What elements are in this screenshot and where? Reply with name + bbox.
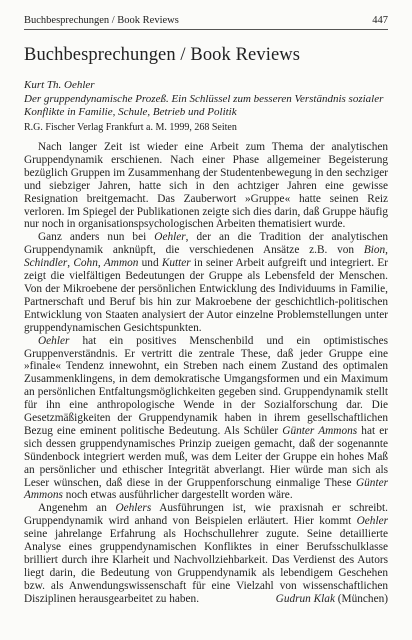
- name-oehler: Oehler: [356, 515, 388, 528]
- name-oehlers: Oehlers: [115, 502, 152, 515]
- name-cohn: Cohn: [73, 257, 98, 270]
- reviewer-name: Gudrun Klak: [275, 592, 335, 605]
- bibliographic-entry: [24, 79, 388, 134]
- text-run: hat ein positives Menschenbild und ein optimistisches Gruppenverständnis. Er vertritt die zentrale These, daß jeder Gruppe eine »finale« Tendenz innewohnt, ein Streben nach einem Zustand des optimalen Zusammenklingens, in dem demokratische Umgangsformen und ein Maximum an persönlichen Entfaltungsmöglichkeiten gegeben sind. Gruppendynamik stellt für ihn eine anthropologische Wende in der Sozialforschung dar. Die Gesetzmäßigkeiten der Gruppendynamik haben in ihrem gesellschaftlichen Bezug eine eminent politische Bedeutung. Als Schüler: [24, 334, 388, 437]
- text-run: Ganz anders nun bei: [38, 231, 155, 244]
- review-paragraph-4: [24, 502, 388, 605]
- name-bion: Bion: [363, 244, 386, 257]
- reviewer-place: (München): [337, 592, 388, 605]
- text-run: und: [138, 257, 162, 270]
- text-run: seine jahrelange Erfahrung als Hochschullehrer zugute. Seine detaillierte Analyse eines gruppendynamischen Konfliktes in einer Berufsschulklasse brilliert durch ihre Klarheit und Nachvollziehbarkeit. Das Verdienst des Autors liegt darin, die Bedeutung von Gruppendynamik als lebendigem Geschehen bzw. als Anwendungswissenschaft für eine Vielzahl von wissenschaftlichen Disziplinen herausgearbeitet zu haben.: [24, 528, 388, 605]
- text-run: hat er sich dessen gruppendynamisches Prinzip zueigen gemacht, daß der sogenannte Sündenbock integriert werden muß, was dem Leiter der Gruppe ein hohes Maß an persönlicher und ethischer Integrität abverlangt. Hier würde man sich als Leser wünschen, daß diese in der Gruppenforschung einmalige These: [24, 424, 389, 489]
- review-paragraph-3: [24, 335, 388, 503]
- name-guenter-ammon: Günter Ammons: [24, 476, 388, 502]
- book-author: Kurt Th. Oehler: [24, 79, 95, 91]
- page-number: 447: [372, 15, 388, 26]
- text-run: in seiner Arbeit aufgreift und integriert. Er zeigt die vielfältigen Bedeutungen der Gruppe als Lebensfeld der Menschen. Von der Mikroebene der persönlichen Entwicklung des Individuums in Familie, Partnerschaft und Beruf bis hin zur Makroebene der geschichtlich-politischen Entwicklung von Staaten analysiert der Autor einzelne Problemstellungen unter gruppendynamischen Gesichtspunkten.: [24, 257, 389, 334]
- review-paragraph-2: [24, 231, 388, 334]
- text-run: ,: [385, 244, 388, 257]
- name-oehler: Oehler: [38, 334, 70, 347]
- reviewer-signature: [262, 593, 388, 606]
- book-publisher: R.G. Fischer Verlag Frankfurt a. M. 1999, 268 Seiten: [24, 121, 237, 133]
- header-rule: [24, 29, 388, 30]
- text-run: Ausführungen ist, wie praxisnah er schreibt. Gruppendynamik wird anhand von Beispielen erläutert. Hier kommt: [24, 502, 388, 528]
- text-run: Angenehm an: [38, 502, 116, 515]
- review-body: [24, 141, 388, 606]
- name-schindler: Schindler: [24, 257, 68, 270]
- review-paragraph-1: Nach langer Zeit ist wieder eine Arbeit zum Thema der analytischen Gruppendynamik erschienen. Nach einer Phase allgemeiner Begeisterung bezüglich Gruppen im Zusammenhang der Studentenbewegung in den sechziger und siebziger Jahren, hatte sich in den achtziger Jahren eine gewisse Resignation breitgemacht. Das Zauberwort »Gruppe« hatte seinen Reiz verloren. Im Spiegel der Publikationen zeigte sich dies darin, daß Gruppe häufig nur noch in organisationspsychologischen Arbeiten thematisiert wurde.: [24, 141, 388, 231]
- text-run: ,: [97, 257, 104, 270]
- text-run: , der an die Tradition der analytischen Gruppendynamik anknüpft, die verschiedenen Ansätze z.B. von: [24, 231, 388, 257]
- running-header-title: Buchbesprechungen / Book Reviews: [24, 15, 179, 26]
- book-title: Der gruppendynamische Prozeß. Ein Schlüssel zum besseren Verständnis sozialer Konflikte in Familie, Schule, Betrieb und Politik: [24, 92, 384, 118]
- section-title: Buchbesprechungen / Book Reviews: [24, 45, 301, 65]
- text-run: ,: [67, 257, 74, 270]
- text-run: noch etwas ausführlicher dargestellt worden wäre.: [62, 489, 293, 502]
- name-guenter-ammon: Günter Ammons: [282, 424, 358, 437]
- name-oehler: Oehler: [154, 231, 186, 244]
- name-ammon: Ammon: [103, 257, 139, 270]
- running-header: [24, 14, 388, 28]
- name-kutter: Kutter: [161, 257, 191, 270]
